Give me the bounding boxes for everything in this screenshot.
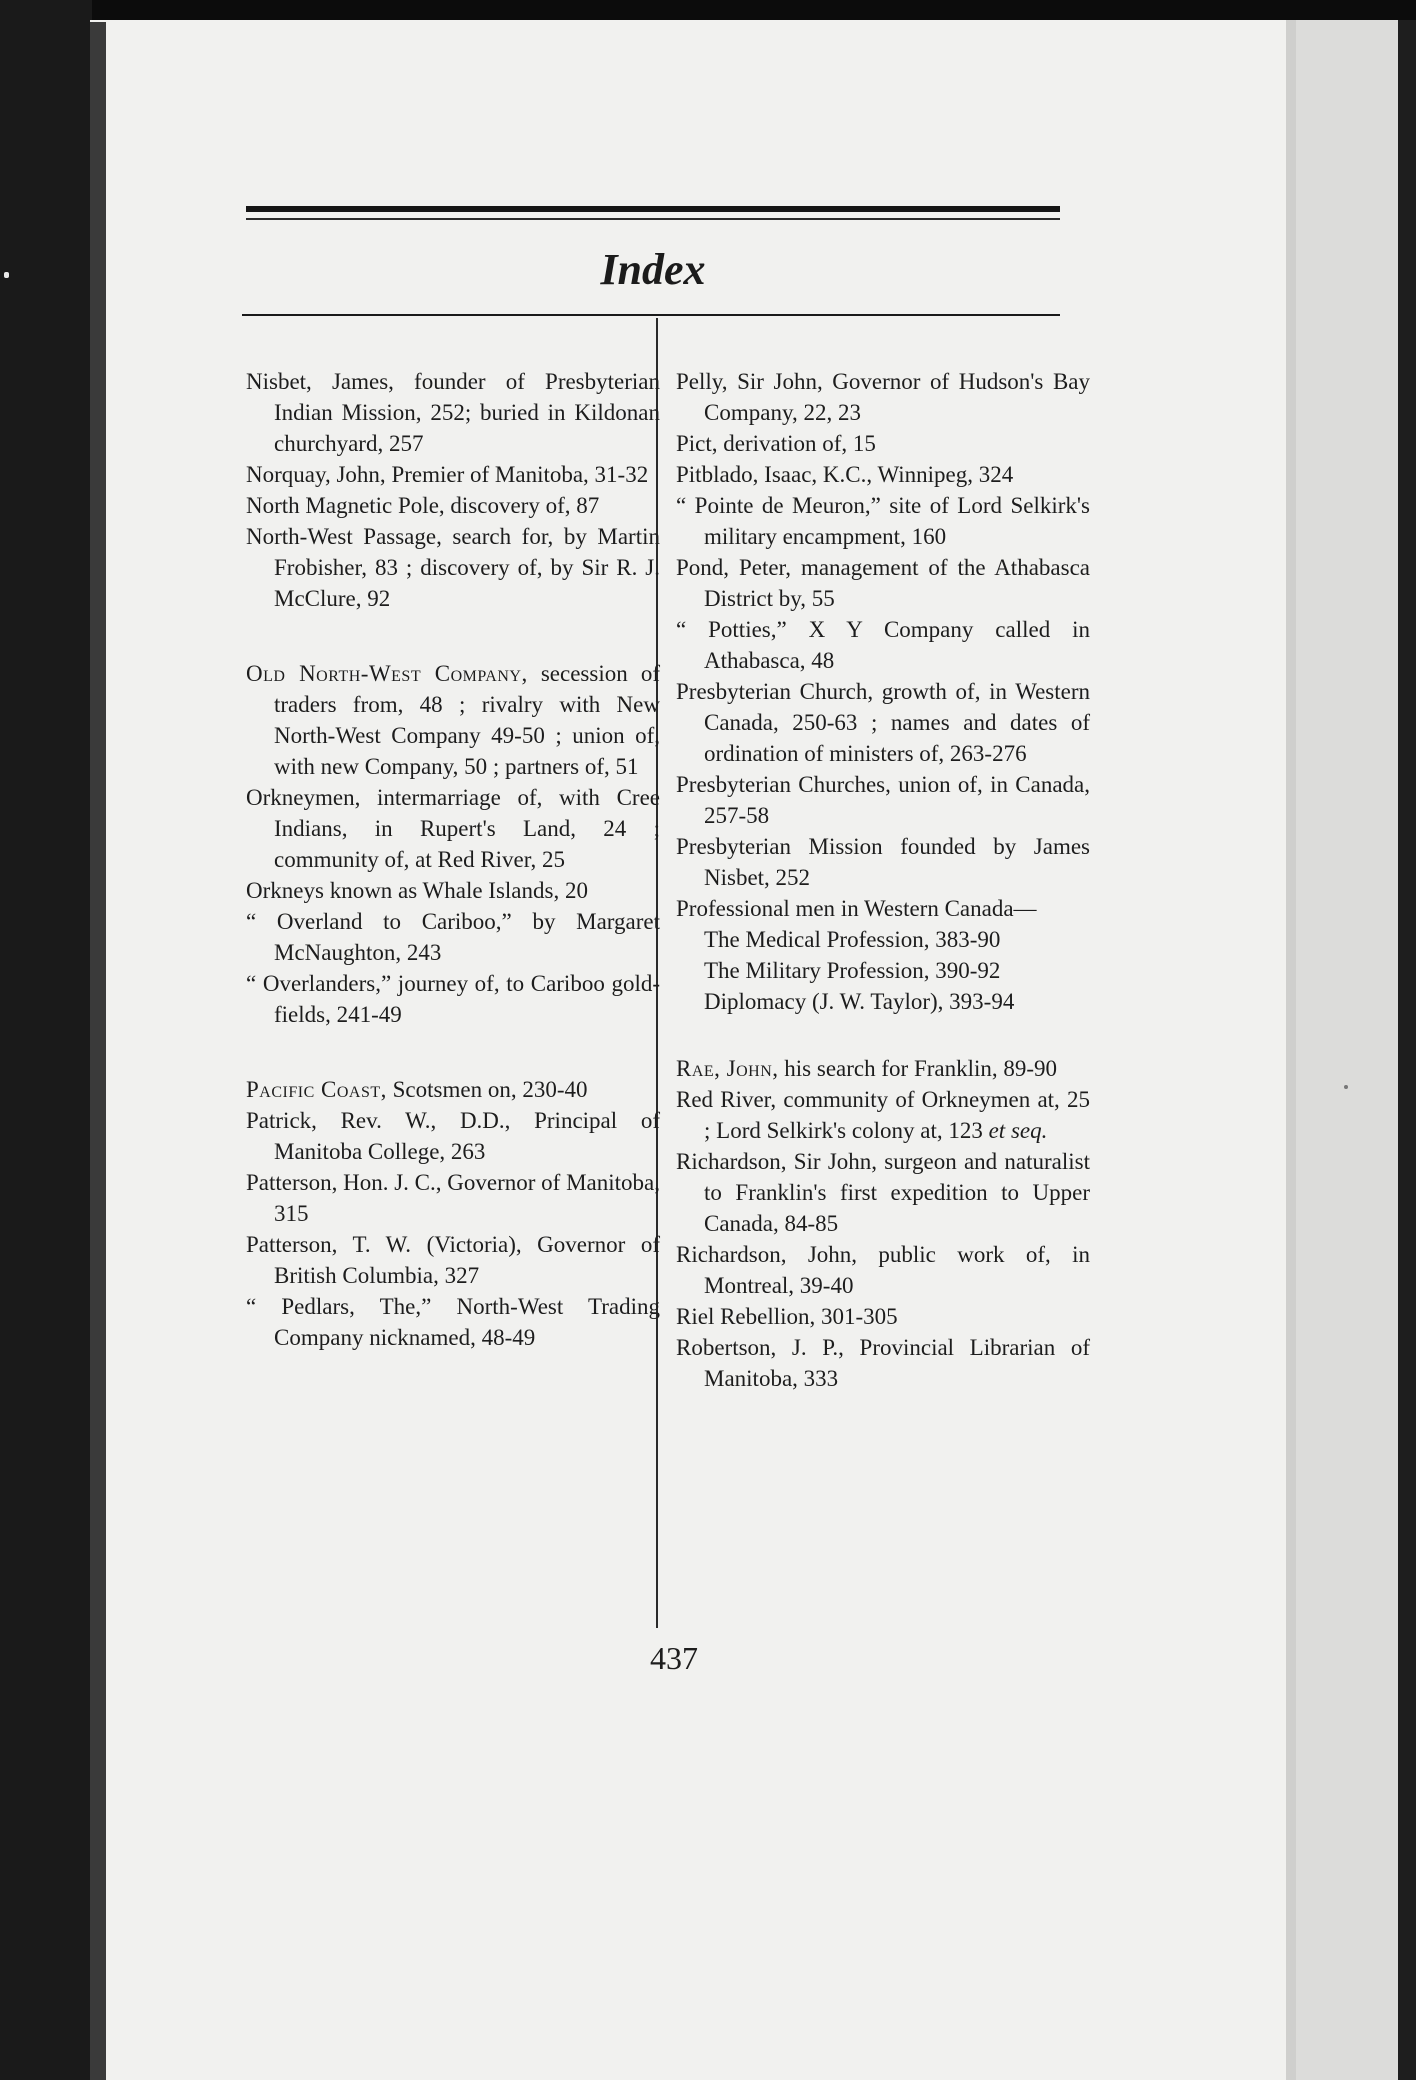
entry-heading: Robertson, J. P., — [676, 1335, 844, 1360]
page-number: 437 — [650, 1640, 698, 1676]
index-entry — [246, 459, 660, 490]
index-entry — [246, 1074, 660, 1105]
entry-text: site of Lord Selkirk's military encampment, 160 — [704, 493, 1090, 549]
entry-heading: North-West Passage, — [246, 524, 442, 549]
entry-text: intermarriage of, with Cree Indians, in Rupert's Land, 24 ; community of, at Red River, 25 — [274, 785, 660, 872]
entry-text: Scotsmen on, 230-40 — [386, 1077, 588, 1102]
entry-text: known as Whale Islands, 20 — [323, 878, 588, 903]
index-entry — [676, 490, 1090, 552]
index-entry — [246, 1291, 660, 1353]
entry-text: X Y Company called in Athabasca, 48 — [704, 617, 1090, 673]
entry-text: founded by James Nisbet, 252 — [704, 834, 1090, 890]
index-entry — [246, 658, 660, 782]
subentry-text: Diplomacy (J. W. Taylor), 393-94 — [704, 989, 1015, 1014]
entry-heading: “ Potties,” — [676, 617, 787, 642]
index-subentry — [676, 924, 1090, 955]
entry-heading: Patterson, T. W. (Victoria), — [246, 1232, 522, 1257]
entry-heading: Patterson, Hon. J. C., — [246, 1170, 442, 1195]
index-entry — [676, 1053, 1090, 1084]
entry-heading: Pelly, Sir John, — [676, 369, 823, 394]
entry-text: Principal of Manitoba College, 263 — [274, 1108, 660, 1164]
entry-heading: Orkneys — [246, 878, 324, 903]
entry-heading: Richardson, Sir John, — [676, 1149, 878, 1174]
entry-heading: Orkneymen, — [246, 785, 361, 810]
index-entry — [246, 1105, 660, 1167]
entry-text: Governor of British Columbia, 327 — [274, 1232, 660, 1288]
entry-heading: “ Pedlars, The,” — [246, 1294, 432, 1319]
entry-heading: “ Pointe de Meuron,” — [676, 493, 881, 518]
entry-heading: Pond, Peter, — [676, 555, 792, 580]
entry-heading: Pitblado, Isaac, K.C., — [676, 462, 873, 487]
letter-section-gap — [246, 1030, 660, 1074]
entry-text: secession of traders from, 48 ; rivalry with New North-West Company 49-50 ; union of, with new Company, 50 ; partners of, 51 — [274, 661, 661, 779]
index-entry — [246, 906, 660, 968]
entry-text: community of Orkneymen at, 25 ; Lord Selkirk's colony at, 123 — [704, 1087, 1090, 1143]
entry-text: search for, by Martin Frobisher, 83 ; discovery of, by Sir R. J. McClure, 92 — [274, 524, 660, 611]
index-entry — [676, 614, 1090, 676]
entry-text: discovery of, 87 — [444, 493, 600, 518]
entry-heading: Pict, — [676, 431, 718, 456]
entry-heading: Pacific Coast, — [246, 1077, 387, 1102]
entry-text: Governor of Manitoba, 315 — [274, 1170, 660, 1226]
entry-heading: Norquay, John, — [246, 462, 386, 487]
page-speck — [1344, 1085, 1348, 1089]
entry-text: journey of, to Cariboo gold-fields, 241-49 — [274, 971, 660, 1027]
entry-heading: Presbyterian Mission — [676, 834, 883, 859]
entry-text: management of the Athabasca District by, 55 — [704, 555, 1090, 611]
index-entry — [246, 782, 660, 875]
index-entry — [246, 521, 660, 614]
index-entry — [246, 1167, 660, 1229]
index-subentry — [676, 955, 1090, 986]
header-rule-thin — [246, 218, 1060, 220]
title-underline — [242, 314, 1060, 316]
index-entry — [676, 459, 1090, 490]
entry-heading: North Magnetic Pole, — [246, 493, 445, 518]
entry-heading: “ Overland to Cariboo,” — [246, 909, 512, 934]
entry-text: Provincial Librarian of Manitoba, 333 — [704, 1335, 1090, 1391]
entry-text: his search for Franklin, 89-90 — [778, 1056, 1058, 1081]
index-entry — [246, 875, 660, 906]
letter-section-gap — [246, 614, 660, 658]
entry-heading: Presbyterian Church, — [676, 679, 874, 704]
subentry-text: The Medical Profession, 383-90 — [704, 927, 1001, 952]
subentry-text: The Military Profession, 390-92 — [704, 958, 1001, 983]
entry-heading: Richardson, John, — [676, 1242, 858, 1267]
entry-text: by Margaret McNaughton, 243 — [274, 909, 661, 965]
entry-heading: Presbyterian Churches, — [676, 772, 891, 797]
entry-text: Governor of Hudson's Bay Company, 22, 23 — [704, 369, 1090, 425]
entry-text: public work of, in Montreal, 39-40 — [704, 1242, 1090, 1298]
page-fold — [1286, 20, 1296, 2080]
index-entry — [246, 968, 660, 1030]
index-subentry — [676, 986, 1090, 1017]
entry-heading: Patrick, Rev. W., D.D., — [246, 1108, 511, 1133]
entry-text: North-West Trading Company nicknamed, 48-49 — [274, 1294, 660, 1350]
index-entry — [676, 1239, 1090, 1301]
scan-speck — [4, 272, 9, 278]
entry-text: union of, in Canada, 257-58 — [704, 772, 1090, 828]
index-entry — [676, 769, 1090, 831]
entry-text: growth of, in Western Canada, 250-63 ; names and dates of ordination of ministers of, 263-276 — [704, 679, 1090, 766]
entry-text: founder of Presbyterian Indian Mission, 252; buried in Kildonan churchyard, 257 — [274, 369, 660, 456]
page-title: Index — [600, 245, 706, 294]
entry-text: in Western Canada— — [835, 896, 1037, 921]
index-entry — [676, 1301, 1090, 1332]
index-entry — [676, 428, 1090, 459]
scan-left-border — [0, 0, 92, 2080]
index-entry — [246, 490, 660, 521]
entry-heading: “ Overlanders,” — [246, 971, 392, 996]
entry-text: Premier of Manitoba, 31-32 — [385, 462, 649, 487]
page-gutter — [90, 22, 106, 2080]
entry-heading: Nisbet, James, — [246, 369, 394, 394]
entry-heading: Riel Rebellion, — [676, 1304, 816, 1329]
page-edge — [1286, 20, 1416, 2080]
index-entry — [676, 831, 1090, 893]
entry-heading: Professional men — [676, 896, 836, 921]
index-entry — [246, 1229, 660, 1291]
index-entry — [676, 366, 1090, 428]
entry-italic: et seq. — [988, 1118, 1048, 1143]
index-entry — [676, 676, 1090, 769]
letter-section-gap — [676, 1017, 1090, 1053]
entry-heading: Old North-West Company, — [246, 661, 528, 686]
entry-text: 301-305 — [815, 1304, 898, 1329]
entry-text: Winnipeg, 324 — [872, 462, 1014, 487]
index-column-left — [246, 366, 660, 1353]
index-entry — [246, 366, 660, 459]
index-entry — [676, 1332, 1090, 1394]
index-entry — [676, 1084, 1090, 1146]
scan-top-border — [0, 0, 1416, 22]
entry-heading: Red River, — [676, 1087, 777, 1112]
index-entry — [676, 1146, 1090, 1239]
entry-text: surgeon and naturalist to Franklin's first expedition to Upper Canada, 84-85 — [704, 1149, 1090, 1236]
scan-right-border — [1398, 20, 1416, 2080]
index-column-right — [676, 366, 1090, 1394]
index-entry — [676, 893, 1090, 924]
entry-text: derivation of, 15 — [717, 431, 876, 456]
header-rule-thick — [246, 206, 1060, 212]
entry-heading: Rae, John, — [676, 1056, 779, 1081]
index-entry — [676, 552, 1090, 614]
